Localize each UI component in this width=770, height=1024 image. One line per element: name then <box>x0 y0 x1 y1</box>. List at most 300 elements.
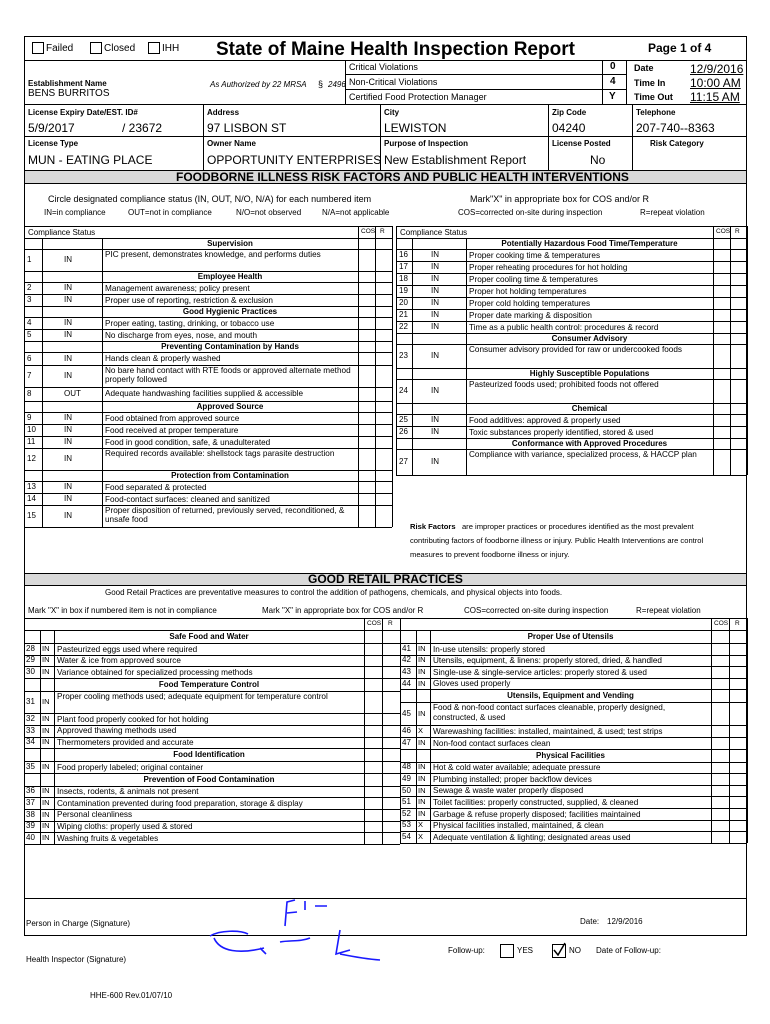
item-description: In-use utensils: properly stored <box>433 644 545 654</box>
item-number: 1 <box>27 255 32 264</box>
section-title: Supervision <box>207 239 253 248</box>
r-box[interactable] <box>729 737 747 749</box>
compliance-mark[interactable]: IN <box>42 761 50 771</box>
table-row <box>24 786 400 798</box>
compliance-mark[interactable]: IN <box>418 737 426 747</box>
cos-box[interactable] <box>364 832 382 844</box>
compliance-mark[interactable]: IN <box>42 737 50 747</box>
item-number: 17 <box>399 262 408 271</box>
cos-box[interactable] <box>364 809 382 821</box>
ihh-label: IHH <box>162 43 180 54</box>
item-description: PIC present, demonstrates knowledge, and performs duties <box>105 250 321 259</box>
table-row <box>24 282 392 294</box>
cos-box[interactable] <box>711 737 729 749</box>
cos-box[interactable] <box>364 725 382 737</box>
compliance-status[interactable]: IN <box>64 353 72 363</box>
item-number: 52 <box>402 808 411 818</box>
r-box[interactable] <box>382 761 400 773</box>
cos-box[interactable] <box>364 691 382 714</box>
row-line <box>24 844 400 845</box>
r-box[interactable] <box>729 808 747 820</box>
section-title: Consumer Advisory <box>551 334 628 343</box>
item-number: 45 <box>402 708 411 718</box>
compliance-mark[interactable]: X <box>418 726 424 736</box>
item-number: 33 <box>26 725 35 735</box>
cos-box[interactable] <box>711 796 729 808</box>
risk-category-label: Risk Category <box>650 139 704 148</box>
item-number: 26 <box>399 427 408 436</box>
compliance-status[interactable]: IN <box>64 454 72 463</box>
item-number: 22 <box>399 322 408 331</box>
section-title: Potentially Hazardous Food Time/Temperature <box>501 239 678 248</box>
section-title: Approved Source <box>196 402 264 411</box>
inspector-signature-mark <box>200 924 400 964</box>
compliance-mark[interactable]: X <box>418 820 424 830</box>
item-number: 38 <box>26 809 35 819</box>
r-box[interactable] <box>375 436 392 448</box>
cos-box[interactable] <box>713 297 730 309</box>
compliance-mark[interactable]: IN <box>418 643 426 653</box>
compliance-mark[interactable]: IN <box>42 821 50 831</box>
page-number: Page 1 of 4 <box>648 41 712 55</box>
inspector-signature-label: Health Inspector (Signature) <box>26 955 127 964</box>
compliance-mark[interactable]: IN <box>418 797 426 807</box>
cos-box[interactable] <box>713 449 730 475</box>
r-box[interactable] <box>730 449 747 475</box>
r-box[interactable] <box>375 329 392 341</box>
item-description: Proper cold holding temperatures <box>469 299 591 308</box>
item-number: 29 <box>26 655 35 665</box>
table-row <box>24 448 392 470</box>
item-description: Adequate handwashing facilities supplied & accessible <box>105 389 303 398</box>
compliance-mark[interactable]: IN <box>42 786 50 796</box>
item-description: No discharge from eyes, nose, and mouth <box>105 331 258 340</box>
r-box[interactable] <box>375 387 392 401</box>
compliance-mark[interactable]: IN <box>42 832 50 842</box>
followup-yes-label: YES <box>517 946 534 955</box>
compliance-mark[interactable]: X <box>418 831 424 841</box>
item-description: Plant food properly cooked for hot holding <box>57 714 209 724</box>
compliance-mark[interactable]: IN <box>418 678 426 688</box>
r-box[interactable] <box>729 820 747 832</box>
cos-box[interactable] <box>713 285 730 297</box>
row-line <box>24 773 400 774</box>
r-box[interactable] <box>730 379 747 403</box>
zip-value: 04240 <box>552 121 586 135</box>
cos-box[interactable] <box>713 379 730 403</box>
time-in-value: 10:00 AM <box>690 76 741 90</box>
r-box[interactable] <box>375 424 392 436</box>
item-description: Approved thawing methods used <box>57 726 177 736</box>
compliance-status-header: Compliance Status <box>400 228 468 237</box>
r-box[interactable] <box>730 426 747 438</box>
r-box[interactable] <box>730 309 747 321</box>
r-box[interactable] <box>729 725 747 737</box>
compliance-status[interactable]: IN <box>64 255 72 264</box>
r-box[interactable] <box>375 481 392 493</box>
establishment-value: BENS BURRITOS <box>28 88 110 99</box>
col-line <box>396 226 397 475</box>
cos-box[interactable] <box>711 785 729 797</box>
telephone-value: 207-740--8363 <box>636 121 715 135</box>
failed-label: Failed <box>46 43 74 54</box>
compliance-mark[interactable]: IN <box>42 714 50 724</box>
compliance-status[interactable]: OUT <box>64 389 81 398</box>
table-row <box>24 365 392 387</box>
item-description: Proper date marking & disposition <box>469 311 592 320</box>
r-box[interactable] <box>375 448 392 470</box>
cos-box[interactable] <box>711 666 729 678</box>
compliance-mark[interactable]: IN <box>42 655 50 665</box>
cos-box[interactable] <box>713 321 730 333</box>
table-top-line <box>24 226 392 227</box>
cos-box[interactable] <box>711 831 729 843</box>
r-box[interactable] <box>375 282 392 294</box>
compliance-status[interactable]: IN <box>431 427 439 436</box>
table-top-line <box>400 618 747 619</box>
license-date: 5/9/2017 <box>28 121 75 135</box>
retail-r-legend: R=repeat violation <box>636 606 701 615</box>
r-box[interactable] <box>729 702 747 725</box>
item-number: 4 <box>27 318 32 327</box>
compliance-mark[interactable]: IN <box>418 655 426 665</box>
cos-box[interactable] <box>713 414 730 426</box>
r-box[interactable] <box>382 655 400 667</box>
legend-na: N/A=not applicable <box>322 208 390 217</box>
retail-subtitle: Good Retail Practices are preventative measures to control the addition of pathogens, chemicals, and physical objects into foods. <box>105 588 563 597</box>
compliance-status[interactable]: IN <box>431 457 439 466</box>
cos-header: COS <box>361 228 376 235</box>
row-line <box>24 678 400 679</box>
cos-box[interactable] <box>713 273 730 285</box>
circle-note: Circle designated compliance status (IN, OUT, N/O, N/A) for each numbered item <box>48 194 372 204</box>
legend-out: OUT=not in compliance <box>128 208 212 217</box>
cos-box[interactable] <box>364 643 382 655</box>
col-line <box>747 226 748 475</box>
item-description: Food additives: approved & properly used <box>469 416 621 425</box>
cos-box[interactable] <box>711 820 729 832</box>
r-box[interactable] <box>730 414 747 426</box>
cos-box[interactable] <box>358 317 375 329</box>
r-box[interactable] <box>729 643 747 655</box>
row-line <box>400 689 747 690</box>
compliance-mark[interactable]: IN <box>418 708 426 718</box>
col-line <box>400 618 401 843</box>
cos-box[interactable] <box>711 655 729 667</box>
r-box[interactable] <box>382 713 400 725</box>
compliance-status[interactable]: IN <box>431 351 439 360</box>
table-row <box>24 691 400 714</box>
cos-box[interactable] <box>713 344 730 368</box>
r-box[interactable] <box>382 643 400 655</box>
cos-box[interactable] <box>358 294 375 306</box>
compliance-mark[interactable]: IN <box>42 643 50 653</box>
r-box[interactable] <box>729 773 747 785</box>
item-description: Compliance with variance, specialized process, & HACCP plan <box>469 450 697 459</box>
cos-box[interactable] <box>358 329 375 341</box>
r-box[interactable] <box>375 352 392 365</box>
item-description: Proper use of reporting, restriction & exclusion <box>105 296 273 305</box>
r-box[interactable] <box>375 294 392 306</box>
cos-box[interactable] <box>358 249 375 271</box>
compliance-mark[interactable]: IN <box>418 808 426 818</box>
item-description: Food & non-food contact surfaces cleanable, properly designed, constructed, & used <box>433 703 666 722</box>
table-row <box>400 820 747 832</box>
compliance-mark[interactable]: IN <box>42 798 50 808</box>
compliance-status[interactable]: IN <box>64 413 72 422</box>
compliance-status[interactable]: IN <box>64 318 72 327</box>
item-number: 20 <box>399 298 408 307</box>
table-row <box>24 713 400 725</box>
compliance-status[interactable]: IN <box>64 482 72 491</box>
compliance-status[interactable]: IN <box>431 262 439 271</box>
item-description: Hot & cold water available; adequate pressure <box>433 763 601 773</box>
table-row <box>396 379 747 403</box>
header-line <box>24 630 400 631</box>
cos-box[interactable] <box>358 412 375 424</box>
r-box[interactable] <box>375 412 392 424</box>
cos-box[interactable] <box>364 821 382 833</box>
closed-checkbox[interactable] <box>90 42 102 54</box>
table-row <box>24 436 392 448</box>
item-description: Insects, rodents, & animals not present <box>57 787 199 797</box>
item-number: 44 <box>402 678 411 688</box>
cos-box[interactable] <box>713 426 730 438</box>
compliance-status[interactable]: IN <box>431 386 439 395</box>
col-line <box>364 618 365 844</box>
compliance-status[interactable]: IN <box>64 283 72 292</box>
cos-box[interactable] <box>713 249 730 261</box>
cos-box[interactable] <box>364 786 382 798</box>
table-row <box>24 809 400 821</box>
compliance-status[interactable]: IN <box>431 274 439 283</box>
cos-box[interactable] <box>364 713 382 725</box>
col-line <box>40 630 41 844</box>
cos-box[interactable] <box>358 365 375 387</box>
purpose-label: Purpose of Inspection <box>384 139 469 148</box>
cos-box[interactable] <box>711 702 729 725</box>
table-row <box>24 424 392 436</box>
r-box[interactable] <box>382 821 400 833</box>
foodborne-right-table <box>396 226 747 516</box>
section-title: Conformance with Approved Procedures <box>511 439 668 448</box>
compliance-status[interactable]: IN <box>64 494 72 503</box>
retail-mark2: Mark "X" in appropriate box for COS and/or R <box>262 606 424 615</box>
r-box[interactable] <box>729 655 747 667</box>
r-box[interactable] <box>382 737 400 749</box>
r-box[interactable] <box>375 505 392 527</box>
followup-no-checkbox[interactable] <box>552 944 566 958</box>
r-box[interactable] <box>382 786 400 798</box>
compliance-status[interactable]: IN <box>431 286 439 295</box>
section-title: Utensils, Equipment and Vending <box>507 691 634 701</box>
cos-box[interactable] <box>358 424 375 436</box>
table-row <box>24 505 392 527</box>
compliance-status[interactable]: IN <box>431 322 439 331</box>
r-box[interactable] <box>730 249 747 261</box>
risk-factors-label: Risk Factors <box>410 522 456 531</box>
r-box[interactable] <box>729 831 747 843</box>
col-line <box>392 226 393 527</box>
item-number: 43 <box>402 666 411 676</box>
item-description: Required records available: shellstock tags parasite destruction <box>105 449 335 458</box>
r-box[interactable] <box>729 678 747 690</box>
address-label: Address <box>207 108 240 117</box>
failed-checkbox[interactable] <box>32 42 44 54</box>
item-description: Consumer advisory provided for raw or undercooked foods <box>469 345 682 354</box>
item-description: Pasteurized eggs used where required <box>57 644 198 654</box>
time-out-value: 11:15 AM <box>690 90 740 104</box>
item-description: Toxic substances properly identified, stored & used <box>469 428 654 437</box>
table-row <box>396 309 747 321</box>
compliance-status[interactable]: IN <box>431 415 439 424</box>
r-box[interactable] <box>382 832 400 844</box>
item-description: Warewashing facilities: installed, maintained, & used; test strips <box>433 726 663 736</box>
col-line <box>382 618 383 844</box>
ihh-checkbox[interactable] <box>148 42 160 54</box>
r-box[interactable] <box>375 317 392 329</box>
col-line <box>730 226 731 475</box>
r-box[interactable] <box>730 344 747 368</box>
r-box[interactable] <box>382 809 400 821</box>
r-box[interactable] <box>730 297 747 309</box>
cos-box[interactable] <box>711 762 729 774</box>
item-description: Adequate ventilation & lighting; designated areas used <box>433 832 631 842</box>
cos-box[interactable] <box>711 773 729 785</box>
certified-manager-value: Y <box>609 91 616 102</box>
r-box[interactable] <box>382 666 400 678</box>
cos-box[interactable] <box>358 493 375 505</box>
r-box[interactable] <box>729 785 747 797</box>
risk-factors-note <box>410 520 730 562</box>
zip-label: Zip Code <box>552 108 587 117</box>
r-box[interactable] <box>729 762 747 774</box>
item-description: No bare hand contact with RTE foods or approved alternate method properly followed <box>105 366 351 385</box>
section-title: Preventing Contamination by Hands <box>161 342 299 351</box>
compliance-status[interactable]: IN <box>64 437 72 446</box>
cos-box[interactable] <box>364 655 382 667</box>
time-in-label: Time In <box>634 78 666 88</box>
cos-box[interactable] <box>358 387 375 401</box>
compliance-status[interactable]: IN <box>64 371 72 380</box>
item-number: 40 <box>26 832 35 842</box>
table-row <box>400 808 747 820</box>
followup-date-label: Date of Follow-up: <box>596 946 661 955</box>
cos-box[interactable] <box>713 261 730 273</box>
item-description: Garbage & refuse properly disposed; facilities maintained <box>433 809 641 819</box>
r-box[interactable] <box>375 493 392 505</box>
compliance-status[interactable]: IN <box>431 310 439 319</box>
item-description: Proper hot holding temperatures <box>469 287 587 296</box>
legend-cos: COS=corrected on-site during inspection <box>458 208 603 217</box>
cos-box[interactable] <box>364 666 382 678</box>
followup-yes-checkbox[interactable] <box>500 944 514 958</box>
r-box[interactable] <box>729 666 747 678</box>
compliance-mark[interactable]: IN <box>418 666 426 676</box>
item-number: 7 <box>27 371 32 380</box>
compliance-mark[interactable]: IN <box>418 785 426 795</box>
cos-box[interactable] <box>358 282 375 294</box>
followup-no-label: NO <box>569 946 581 955</box>
compliance-status[interactable]: IN <box>64 295 72 304</box>
cos-box[interactable] <box>713 309 730 321</box>
r-box[interactable] <box>382 797 400 809</box>
cos-box[interactable] <box>364 797 382 809</box>
compliance-mark[interactable]: IN <box>418 773 426 783</box>
r-box[interactable] <box>382 725 400 737</box>
item-number: 35 <box>26 761 35 771</box>
item-number: 25 <box>399 415 408 424</box>
compliance-status[interactable]: IN <box>64 330 72 339</box>
r-box[interactable] <box>730 261 747 273</box>
r-box[interactable] <box>730 285 747 297</box>
compliance-status[interactable]: IN <box>431 298 439 307</box>
r-box[interactable] <box>730 321 747 333</box>
city-value: LEWISTON <box>384 121 447 135</box>
cos-box[interactable] <box>358 448 375 470</box>
item-number: 23 <box>399 351 408 360</box>
compliance-mark[interactable]: IN <box>42 666 50 676</box>
compliance-status[interactable]: IN <box>431 250 439 259</box>
item-number: 31 <box>26 697 35 707</box>
cos-box[interactable] <box>711 808 729 820</box>
item-number: 39 <box>26 821 35 831</box>
item-number: 28 <box>26 643 35 653</box>
r-box[interactable] <box>375 249 392 271</box>
item-description: Food received at proper temperature <box>105 426 239 435</box>
compliance-mark[interactable]: IN <box>42 697 50 707</box>
cos-box[interactable] <box>358 436 375 448</box>
item-description: Food separated & protected <box>105 483 207 492</box>
item-description: Proper cooling methods used; adequate equipment for temperature control <box>57 691 328 701</box>
item-description: Water & ice from approved source <box>57 656 181 666</box>
item-description: Plumbing installed; proper backflow devices <box>433 774 592 784</box>
compliance-status[interactable]: IN <box>64 511 72 520</box>
item-number: 15 <box>27 511 36 520</box>
cos-box[interactable] <box>358 505 375 527</box>
cos-box[interactable] <box>711 725 729 737</box>
retail-mark1: Mark "X" in box if numbered item is not in compliance <box>28 606 217 615</box>
compliance-mark[interactable]: IN <box>42 725 50 735</box>
section-title: Highly Susceptible Populations <box>529 369 650 378</box>
r-box[interactable] <box>375 365 392 387</box>
item-description: Physical facilities installed, maintained, & clean <box>433 821 604 831</box>
r-box[interactable] <box>730 273 747 285</box>
item-number: 19 <box>399 286 408 295</box>
compliance-status[interactable]: IN <box>64 425 72 434</box>
noncritical-violations-label: Non-Critical Violations <box>349 77 438 87</box>
form-id: HHE-600 Rev.01/07/10 <box>90 991 173 1000</box>
header-line <box>400 630 747 631</box>
license-id: / 23672 <box>122 121 163 135</box>
compliance-status-header: Compliance Status <box>28 228 96 237</box>
table-row <box>396 261 747 273</box>
cos-box[interactable] <box>711 678 729 690</box>
r-box[interactable] <box>729 796 747 808</box>
cos-box[interactable] <box>364 737 382 749</box>
table-row <box>24 493 392 505</box>
cos-box[interactable] <box>364 761 382 773</box>
item-number: 2 <box>27 283 32 292</box>
cos-box[interactable] <box>358 481 375 493</box>
table-row <box>24 725 400 737</box>
item-number: 46 <box>402 726 411 736</box>
cos-box[interactable] <box>711 643 729 655</box>
r-box[interactable] <box>382 691 400 714</box>
compliance-mark[interactable]: IN <box>418 762 426 772</box>
compliance-mark[interactable]: IN <box>42 809 50 819</box>
cos-box[interactable] <box>358 352 375 365</box>
